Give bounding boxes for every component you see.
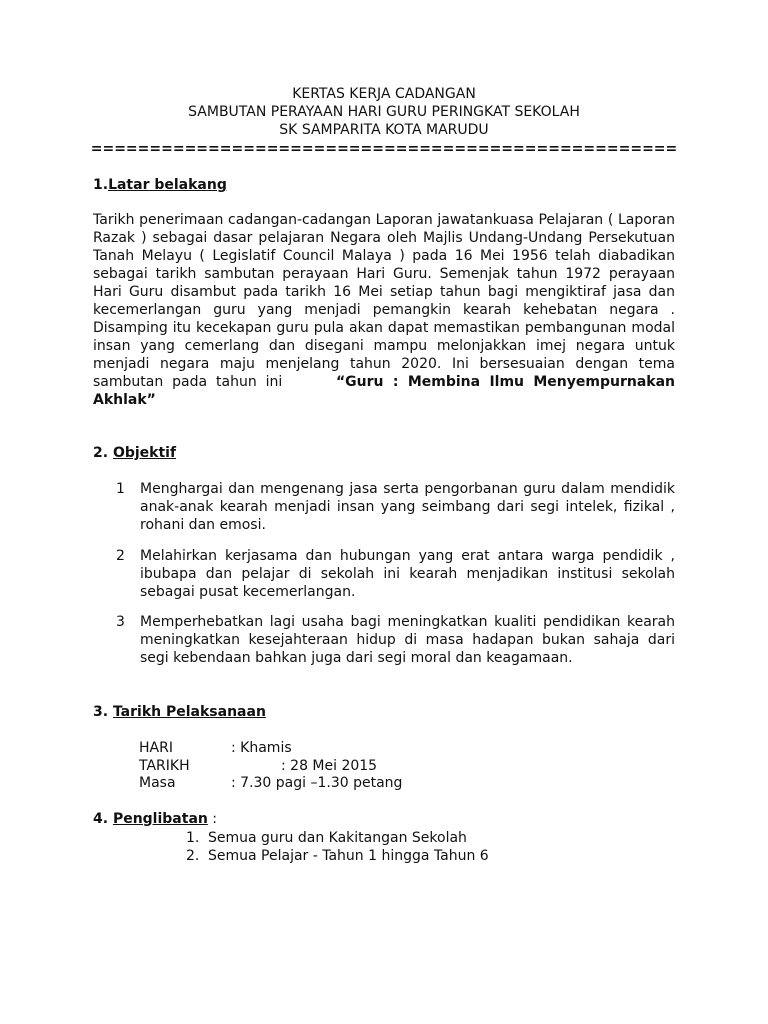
participant-number: 1. <box>186 830 200 846</box>
section-2-number: 2. <box>93 445 109 461</box>
objective-text: Memperhebatkan lagi usaha bagi meningkatkan kualiti pendidikan kearah meningkatkan kesejahteraan hidup di masa hadapan bukan sahaja dari segi kebendaan bahkan juga dari segi moral dan keagamaan. <box>140 614 675 666</box>
objective-number: 1 <box>116 481 125 497</box>
section-1-theme: “Guru : Membina Ilmu Menyempurnakan Akhlak” <box>93 374 676 408</box>
section-4-suffix: : <box>207 811 218 827</box>
section-1-title: Latar belakang <box>108 177 227 193</box>
section-2-title: Objektif <box>112 445 177 461</box>
section-4-heading <box>93 810 217 828</box>
objective-item <box>116 613 676 669</box>
section-3-title: Tarikh Pelaksanaan <box>112 704 266 720</box>
schedule-label-day: HARI <box>139 740 173 756</box>
objective-number: 2 <box>116 548 125 564</box>
document-title-line-2: SAMBUTAN PERAYAAN HARI GURU PERINGKAT SEKOLAH <box>188 104 580 120</box>
section-1-number: 1. <box>93 177 109 193</box>
section-1-body: Tarikh penerimaan cadangan-cadangan Laporan jawatankuasa Pelajaran ( Laporan Razak ) sebagai dasar pelajaran Negara oleh Majlis Undang-Undang Persekutuan Tanah Melayu ( Legislatif Council Malaya ) pada 16 Mei 1956 telah diabadikan sebagai tarikh sambutan perayaan Hari Guru. Semenjak tahun 1972 perayaan Hari Guru disambut pada tarikh 16 Mei setiap tahun bagi mengiktiraf jasa dan kecemerlangan guru yang menjadi pemangkin kearah kehebatan negara . Disamping itu kecekapan guru pula akan dapat memastikan pembangunan modal insan yang cemerlang dan disegani mampu melonjakkan imej negara untuk menjadi negara maju menjelang tahun 2020. Ini bersesuaian dengan tema sambutan pada tahun ini <box>93 212 675 390</box>
objective-item <box>116 480 676 536</box>
title-separator: ================================================== <box>90 141 678 157</box>
objective-number: 3 <box>116 614 125 630</box>
section-3-heading <box>93 703 266 721</box>
section-2-heading <box>93 444 176 462</box>
section-4-number: 4. <box>93 811 109 827</box>
schedule-value-date: : 28 Mei 2015 <box>281 758 378 774</box>
schedule-value-day: : Khamis <box>231 740 292 756</box>
participant-number: 2. <box>186 848 200 864</box>
section-1-paragraph <box>93 211 675 409</box>
section-3-number: 3. <box>93 704 109 720</box>
schedule-value-time: : 7.30 pagi –1.30 petang <box>231 775 403 791</box>
document-title-line-1: KERTAS KERJA CADANGAN <box>292 86 476 102</box>
objective-item <box>116 547 676 603</box>
document-title-line-3: SK SAMPARITA KOTA MARUDU <box>279 122 489 138</box>
section-1-heading <box>93 176 227 194</box>
participant-text: Semua guru dan Kakitangan Sekolah <box>208 830 467 846</box>
objective-text: Melahirkan kerjasama dan hubungan yang erat antara warga pendidik , ibubapa dan pelajar di sekolah ini kearah menjadikan institusi sekolah sebagai pusat kecemerlangan. <box>140 548 675 600</box>
section-4-title: Penglibatan <box>112 811 208 827</box>
schedule-label-date: TARIKH <box>139 758 190 774</box>
objective-text: Menghargai dan mengenang jasa serta pengorbanan guru dalam mendidik anak-anak kearah menjadi insan yang seimbang dari segi intelek, fizikal , rohani dan emosi. <box>140 481 675 533</box>
schedule-label-time: Masa <box>139 775 176 791</box>
participant-text: Semua Pelajar - Tahun 1 hingga Tahun 6 <box>208 848 489 864</box>
